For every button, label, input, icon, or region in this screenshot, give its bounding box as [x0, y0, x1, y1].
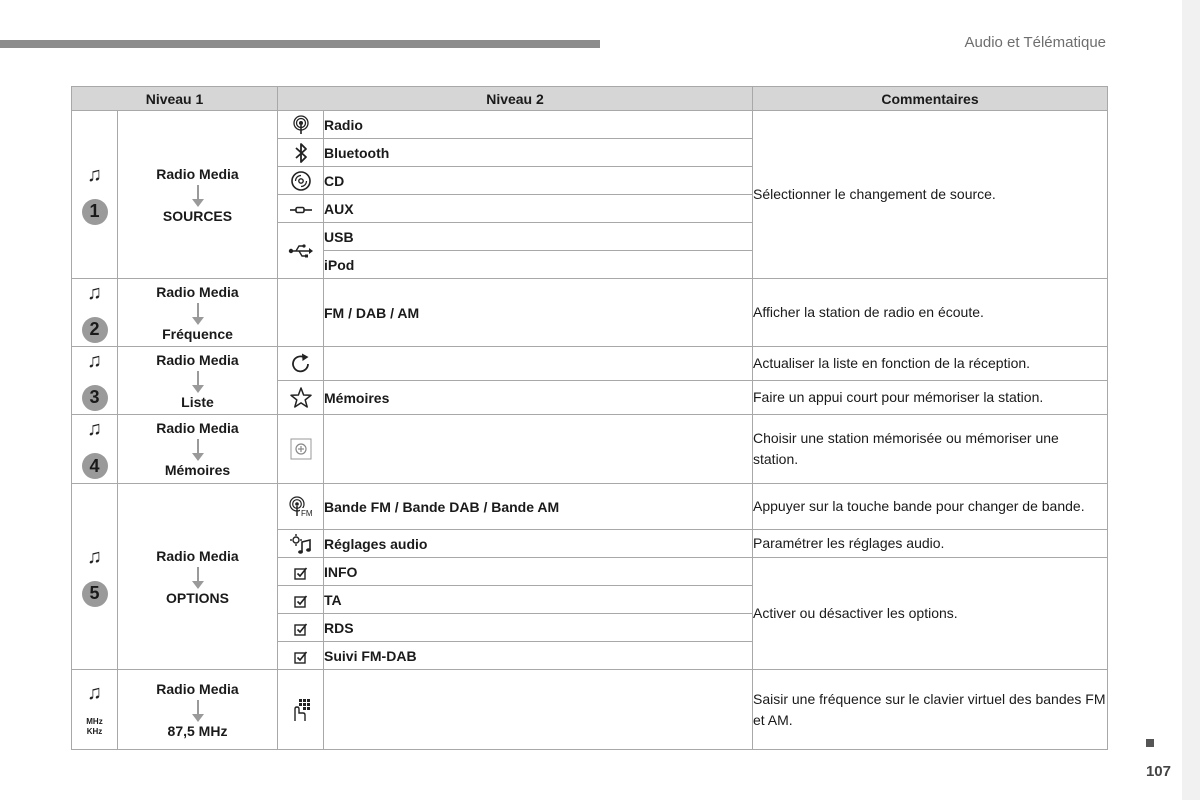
- level1-title: Radio Media: [156, 547, 239, 564]
- down-arrow-icon: [197, 303, 199, 317]
- menu-item-memoires: Mémoires: [324, 381, 753, 415]
- menu-item-keypad: [324, 670, 753, 750]
- menu-item-cd: CD: [324, 167, 753, 195]
- group5-icon-cell: [72, 484, 118, 670]
- menu-item-reglages-audio: Réglages audio: [324, 530, 753, 558]
- group5-level1-cell: [118, 484, 278, 670]
- cd-icon: [278, 167, 324, 195]
- mhz-label: MHz: [86, 716, 103, 726]
- menu-item-info: INFO: [324, 558, 753, 586]
- level1-target: Fréquence: [162, 325, 233, 342]
- step-badge-3: 3: [82, 385, 108, 411]
- menu-item-ta: TA: [324, 586, 753, 614]
- checkbox-icon: [278, 642, 324, 670]
- down-arrow-icon: [197, 567, 199, 581]
- level1-target: 87,5 MHz: [167, 722, 228, 739]
- column-header-niveau1: Niveau 1: [72, 87, 278, 111]
- level1-target: Liste: [181, 393, 214, 410]
- level1-target: SOURCES: [162, 207, 233, 224]
- level1-title: Radio Media: [156, 680, 239, 697]
- group1-icon-cell: [72, 111, 118, 279]
- header-rule: [0, 40, 600, 48]
- table-row: [72, 279, 1108, 347]
- group2-level1-cell: [118, 279, 278, 347]
- comment-cell: Saisir une fréquence sur le clavier virtuel des bandes FM et AM.: [753, 670, 1108, 750]
- level1-title: Radio Media: [156, 351, 239, 368]
- table-header-row: [72, 87, 1108, 111]
- menu-item-bluetooth: Bluetooth: [324, 139, 753, 167]
- group6-icon-cell: [72, 670, 118, 750]
- down-arrow-icon: [197, 185, 199, 199]
- khz-label: KHz: [86, 726, 103, 736]
- music-note-icon: ♫: [87, 418, 102, 440]
- comment-cell: Activer ou désactiver les options.: [753, 558, 1108, 670]
- down-arrow-icon: [197, 439, 199, 453]
- page-number: 107: [1145, 763, 1171, 780]
- step-badge-5: 5: [82, 581, 108, 607]
- level1-title: Radio Media: [156, 165, 239, 182]
- menu-item-suivi-fm-dab: Suivi FM-DAB: [324, 642, 753, 670]
- column-header-commentaires: Commentaires: [753, 87, 1108, 111]
- group4-icon-cell: [72, 415, 118, 484]
- level1-title: Radio Media: [156, 283, 239, 300]
- table-row: [72, 415, 1108, 484]
- radio-icon: [278, 111, 324, 139]
- menu-item-band: Bande FM / Bande DAB / Bande AM: [324, 484, 753, 530]
- svg-text:FM: FM: [300, 508, 313, 518]
- band-icon: [278, 484, 324, 530]
- table-row: [72, 111, 1108, 139]
- end-marker: [1146, 739, 1154, 747]
- comment-cell: Afficher la station de radio en écoute.: [753, 279, 1108, 347]
- group3-level1-cell: [118, 347, 278, 415]
- comment-cell: Sélectionner le changement de source.: [753, 111, 1108, 279]
- table-row: [72, 670, 1108, 750]
- section-title: Audio et Télématique: [964, 34, 1106, 51]
- down-arrow-icon: [197, 700, 199, 714]
- audio-settings-icon: [278, 530, 324, 558]
- comment-cell: Actualiser la liste en fonction de la réception.: [753, 347, 1108, 381]
- group4-level1-cell: [118, 415, 278, 484]
- group3-icon-cell: [72, 347, 118, 415]
- music-note-icon: ♫: [87, 545, 102, 568]
- checkbox-icon: [278, 614, 324, 642]
- music-note-icon: ♫: [87, 681, 102, 704]
- step-badge-2: 2: [82, 317, 108, 343]
- comment-cell: Appuyer sur la touche bande pour changer de bande.: [753, 484, 1108, 530]
- add-preset-icon: [278, 415, 324, 484]
- level1-target: OPTIONS: [165, 589, 229, 606]
- menu-item-usb: USB: [324, 223, 753, 251]
- level1-title: Radio Media: [156, 420, 239, 436]
- menu-item-radio: Radio: [324, 111, 753, 139]
- empty-icon-cell: [278, 279, 324, 347]
- menu-item-aux: AUX: [324, 195, 753, 223]
- table-row: [72, 347, 1108, 381]
- star-icon: [278, 381, 324, 415]
- page-edge-rail: [1182, 0, 1200, 800]
- menu-table: [71, 86, 1108, 750]
- menu-item-preset: [324, 415, 753, 484]
- music-note-icon: ♫: [87, 163, 102, 186]
- menu-item-ipod: iPod: [324, 251, 753, 279]
- group6-level1-cell: [118, 670, 278, 750]
- level1-target: Mémoires: [164, 462, 231, 478]
- music-note-icon: ♫: [87, 349, 102, 372]
- usb-icon: [278, 223, 324, 279]
- bluetooth-icon: [278, 139, 324, 167]
- music-note-icon: ♫: [87, 281, 102, 304]
- keypad-icon: [278, 670, 324, 750]
- column-header-niveau2: Niveau 2: [278, 87, 753, 111]
- group1-level1-cell: [118, 111, 278, 279]
- checkbox-icon: [278, 558, 324, 586]
- menu-item-refresh: [324, 347, 753, 381]
- checkbox-icon: [278, 586, 324, 614]
- table-row: [72, 484, 1108, 530]
- down-arrow-icon: [197, 371, 199, 385]
- comment-cell: Paramétrer les réglages audio.: [753, 530, 1108, 558]
- menu-item-rds: RDS: [324, 614, 753, 642]
- group2-icon-cell: [72, 279, 118, 347]
- mhz-khz-icon: [86, 717, 102, 737]
- comment-cell: Choisir une station mémorisée ou mémoriser une station.: [753, 415, 1108, 484]
- aux-icon: [278, 195, 324, 223]
- step-badge-1: 1: [82, 199, 108, 225]
- step-badge-4: 4: [82, 453, 108, 479]
- menu-item-fm-dab-am: FM / DAB / AM: [324, 279, 753, 347]
- comment-cell: Faire un appui court pour mémoriser la station.: [753, 381, 1108, 415]
- refresh-icon: [278, 347, 324, 381]
